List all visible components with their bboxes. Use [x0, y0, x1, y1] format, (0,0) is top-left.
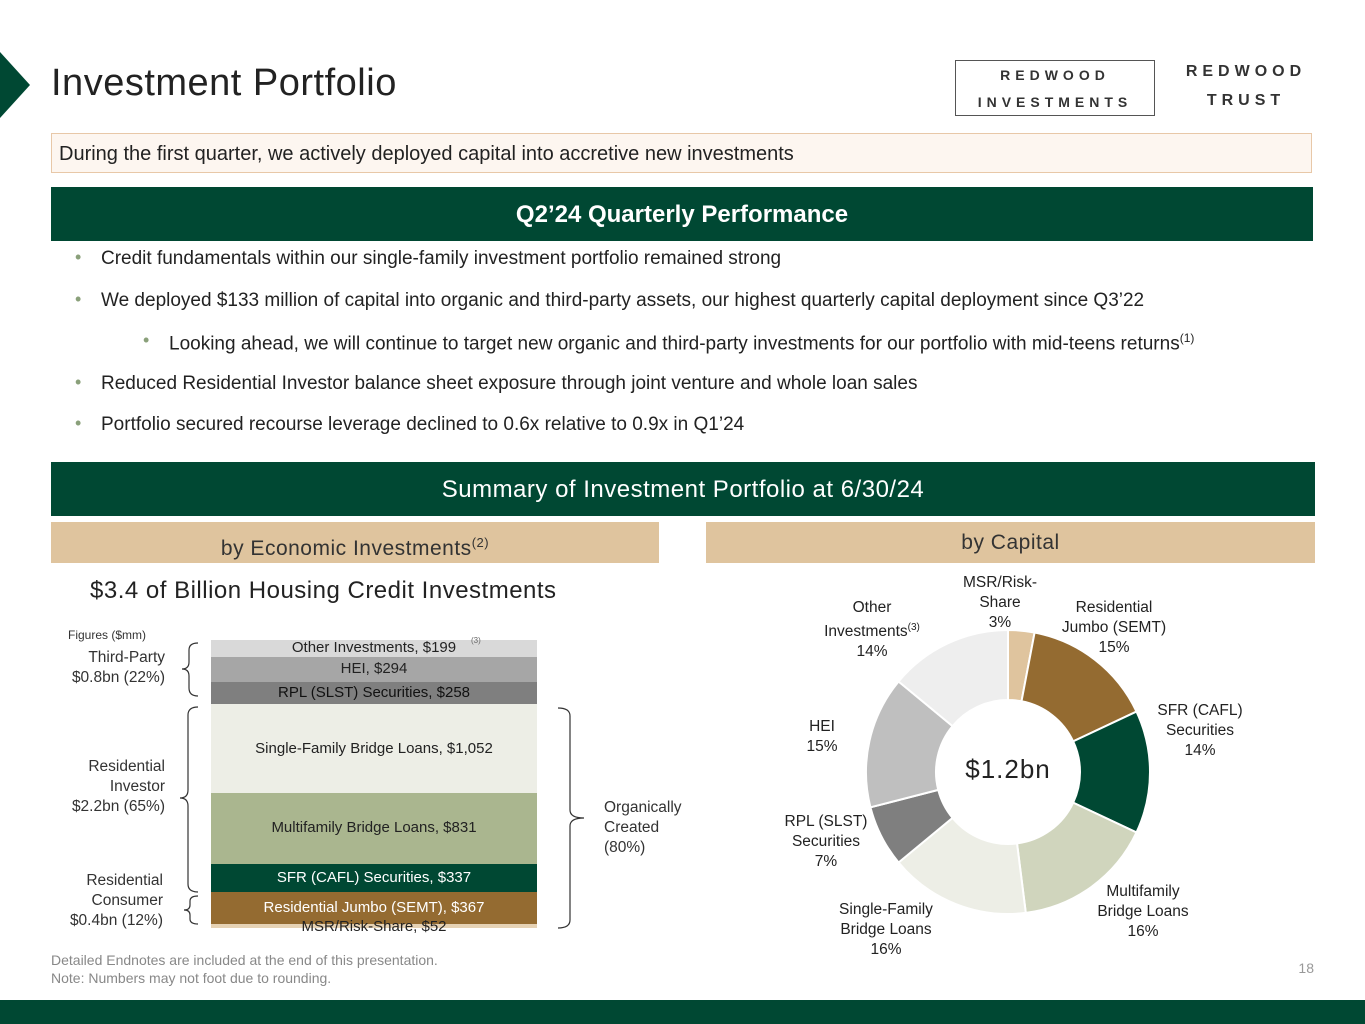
bullet-item [75, 372, 918, 395]
page-number: 18 [1298, 960, 1314, 976]
stack-segment-label: SFR (CAFL) Securities, $337 [276, 868, 472, 886]
brace-consumer [184, 896, 198, 924]
by-capital-header: by Capital [706, 522, 1315, 563]
donut-label-line: 16% [1127, 923, 1159, 940]
bullet-text: Portfolio secured recourse leverage declined to 0.6x relative to 0.9x in Q1’24 [101, 414, 745, 435]
donut-label-line: Securities [791, 833, 861, 850]
donut-slice-label [1044, 598, 1184, 658]
stack-segment-label: HEI, $294 [340, 659, 408, 677]
stack-segment [211, 657, 537, 682]
logo-investments-line1: REDWOOD [1000, 67, 1110, 83]
title-accent-triangle [0, 52, 30, 118]
stack-segment-label: Residential Jumbo (SEMT), $367 [263, 899, 485, 917]
donut-slice-label [752, 717, 892, 757]
bullet-dot-icon: • [143, 330, 150, 350]
group-label-residential-investor [40, 757, 165, 817]
bullet-text: Reduced Residential Investor balance sheet exposure through joint venture and whole loan sales [101, 373, 918, 394]
logo-trust-line2: TRUST [1206, 92, 1286, 109]
stack-segment [211, 640, 537, 657]
donut-label-line: HEI [809, 718, 835, 735]
group-label-line: Third-Party [88, 649, 165, 666]
bullet-item [75, 413, 745, 436]
bullet-text: Credit fundamentals within our single-family investment portfolio remained strong [101, 248, 782, 269]
bullet-text: We deployed $133 million of capital into organic and third-party assets, our highest quarterly capital deployment since Q3’22 [101, 290, 1145, 311]
bullet-dot-icon: • [75, 247, 82, 267]
endnote-line: Detailed Endnotes are included at the end of this presentation. [51, 952, 438, 968]
donut-label-line: Jumbo (SEMT) [1061, 619, 1167, 636]
donut-label-line: Investments$^{(3)}$ [824, 622, 920, 641]
group-label-line: Created [604, 819, 660, 836]
redwood-investments-logo [955, 60, 1155, 116]
bullet-text: Looking ahead, we will continue to target new organic and third-party investments for our portfolio with mid-teens returns [169, 333, 1180, 355]
donut-label-line: RPL (SLST) [784, 813, 868, 830]
page-title: Investment Portfolio [51, 62, 397, 104]
group-label-third-party [40, 648, 165, 688]
economic-investments-header [51, 522, 659, 563]
brace-organically-created [556, 700, 592, 936]
donut-label-line: 15% [1098, 639, 1130, 656]
stack-segment-label: Single-Family Bridge Loans, $1,052 [255, 739, 493, 757]
group-label-line: $2.2bn (65%) [71, 798, 165, 815]
subtitle-callout: During the first quarter, we actively deployed capital into accretive new investments [51, 133, 1312, 173]
donut-label-line: Other [852, 599, 892, 616]
donut-label-line: Single-Family [839, 901, 933, 918]
donut-slice-label [802, 598, 942, 662]
group-label-line: Organically [604, 799, 682, 816]
donut-label-line: 3% [988, 614, 1012, 631]
brace-third-party [182, 643, 198, 696]
donut-slice-label [816, 900, 956, 960]
stack-segment [211, 917, 537, 935]
figures-unit-note: Figures ($mm) [68, 628, 147, 642]
donut-label-line: 15% [806, 738, 838, 755]
stack-segment [211, 704, 537, 793]
group-label-line: (80%) [604, 839, 646, 856]
donut-label-line: Multifamily [1106, 883, 1180, 900]
logo-trust-line1: REDWOOD [1185, 63, 1307, 80]
donut-label-line: Bridge Loans [840, 921, 932, 938]
logo-investments-line2: INVESTMENTS [977, 94, 1133, 110]
group-label-line: Residential [88, 758, 165, 775]
group-label-line: Investor [109, 778, 165, 795]
donut-label-line: Securities [1165, 722, 1235, 739]
donut-label-line: 14% [856, 643, 888, 661]
redwood-trust-logo [1166, 63, 1326, 115]
performance-heading: Q2’24 Quarterly Performance [51, 187, 1313, 241]
donut-slice-label [1073, 882, 1213, 942]
bullet-dot-icon: • [75, 372, 82, 392]
footer-bar [0, 1000, 1365, 1024]
endnotes [51, 951, 438, 987]
stack-segment [211, 682, 537, 704]
bullet-dot-icon: • [75, 413, 82, 433]
footnote-ref: (2) [471, 535, 490, 550]
donut-label-line: Bridge Loans [1097, 903, 1189, 920]
brace-investor [180, 707, 198, 892]
economic-investments-label: by Economic Investments [220, 537, 472, 560]
group-label-line: Consumer [91, 892, 163, 909]
stack-segment [211, 793, 537, 864]
housing-credit-total-label: $3.4 of Billion Housing Credit Investments [90, 577, 557, 604]
footnote-ref: (1) [1179, 331, 1195, 345]
group-label-organically-created [604, 798, 714, 858]
donut-center-label: $1.2bn [965, 754, 1051, 784]
group-label-line: $0.4bn (12%) [69, 912, 163, 929]
donut-label-line: 7% [814, 853, 838, 870]
donut-label-line: 14% [1184, 742, 1216, 759]
stack-segment [211, 864, 537, 893]
summary-heading: Summary of Investment Portfolio at 6/30/24 [51, 462, 1315, 516]
group-label-residential-consumer [40, 871, 163, 931]
sub-bullet-item [143, 330, 1195, 355]
bullet-item [75, 247, 782, 270]
donut-slice-label [1130, 701, 1270, 761]
donut-label-line: MSR/Risk- [962, 574, 1038, 591]
donut-label-line: SFR (CAFL) [1157, 702, 1243, 719]
group-label-line: $0.8bn (22%) [71, 669, 165, 686]
stack-segment-label: RPL (SLST) Securities, $258 [277, 683, 471, 701]
footnote-ref: (3) [471, 636, 481, 645]
donut-label-line: Share [979, 594, 1021, 611]
bullet-dot-icon: • [75, 289, 82, 309]
group-braces-left [176, 640, 206, 940]
footnote-ref: (3) [907, 622, 920, 633]
bullet-item [75, 289, 1145, 312]
stack-segment-label: MSR/Risk-Share, $52 [301, 917, 447, 935]
endnote-line: Note: Numbers may not foot due to rounding. [51, 970, 332, 986]
stack-segment-label: Multifamily Bridge Loans, $831 [271, 819, 477, 837]
brace-organic [558, 708, 584, 928]
donut-label-line: 16% [870, 941, 902, 958]
donut-label-line: Residential [1075, 599, 1153, 616]
donut-slice-label [756, 812, 896, 872]
stack-segment-label: Other Investments, $199 [291, 640, 457, 656]
group-label-line: Residential [86, 872, 163, 889]
